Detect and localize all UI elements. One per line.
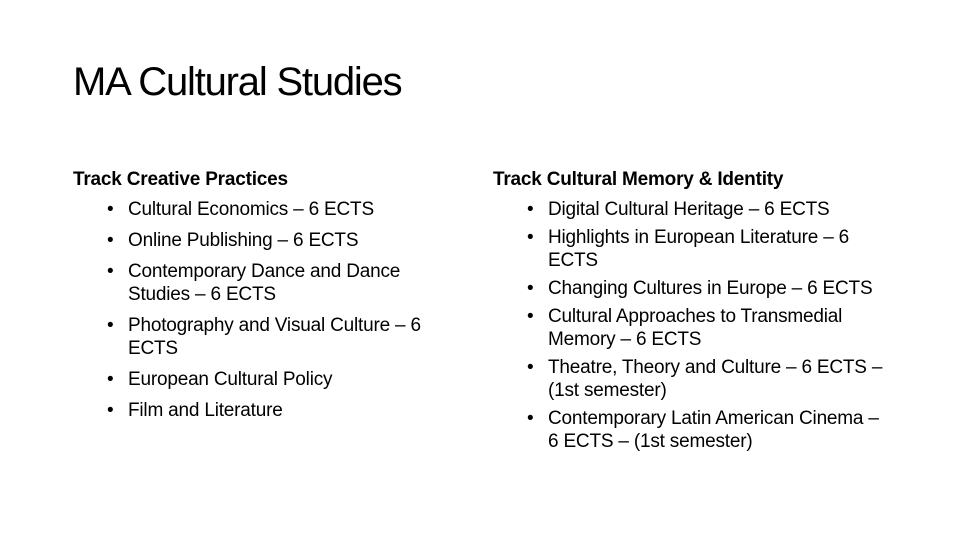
course-label: Contemporary Latin American Cinema – 6 ECTS – (1st semester) xyxy=(548,408,879,452)
course-label: Contemporary Dance and Dance Studies – 6 ECTS xyxy=(128,261,401,305)
bullet-icon: • xyxy=(107,315,114,336)
track-creative-practices xyxy=(73,168,473,430)
bullet-icon: • xyxy=(107,199,114,220)
course-label: Theatre, Theory and Culture – 6 ECTS – (1st semester) xyxy=(548,357,883,401)
course-label: Digital Cultural Heritage – 6 ECTS xyxy=(548,199,830,220)
list-item xyxy=(493,407,893,453)
list-item xyxy=(493,226,893,272)
course-label: Online Publishing – 6 ECTS xyxy=(128,230,359,251)
slide-title: MA Cultural Studies xyxy=(73,60,402,104)
list-item xyxy=(493,277,893,300)
course-list xyxy=(493,198,893,453)
bullet-icon: • xyxy=(107,261,114,282)
bullet-icon: • xyxy=(527,357,534,378)
track-heading: Track Creative Practices xyxy=(73,169,288,190)
course-label: Cultural Approaches to Transmedial Memory – 6 ECTS xyxy=(548,306,843,350)
course-label: Cultural Economics – 6 ECTS xyxy=(128,199,374,220)
list-item xyxy=(73,399,473,422)
bullet-icon: • xyxy=(107,369,114,390)
course-list xyxy=(73,198,473,422)
list-item xyxy=(493,198,893,221)
bullet-icon: • xyxy=(527,227,534,248)
course-label: Photography and Visual Culture – 6 ECTS xyxy=(128,315,421,359)
bullet-icon: • xyxy=(107,400,114,421)
track-cultural-memory-identity xyxy=(493,168,893,458)
course-label: Highlights in European Literature – 6 ECTS xyxy=(548,227,850,271)
list-item xyxy=(73,368,473,391)
list-item xyxy=(73,314,473,360)
bullet-icon: • xyxy=(107,230,114,251)
list-item xyxy=(73,198,473,221)
list-item xyxy=(73,260,473,306)
bullet-icon: • xyxy=(527,278,534,299)
list-item xyxy=(73,229,473,252)
course-label: Film and Literature xyxy=(128,400,283,421)
list-item xyxy=(493,356,893,402)
bullet-icon: • xyxy=(527,306,534,327)
course-label: Changing Cultures in Europe – 6 ECTS xyxy=(548,278,873,299)
course-label: European Cultural Policy xyxy=(128,369,333,390)
track-heading: Track Cultural Memory & Identity xyxy=(493,169,784,190)
bullet-icon: • xyxy=(527,199,534,220)
list-item xyxy=(493,305,893,351)
bullet-icon: • xyxy=(527,408,534,429)
